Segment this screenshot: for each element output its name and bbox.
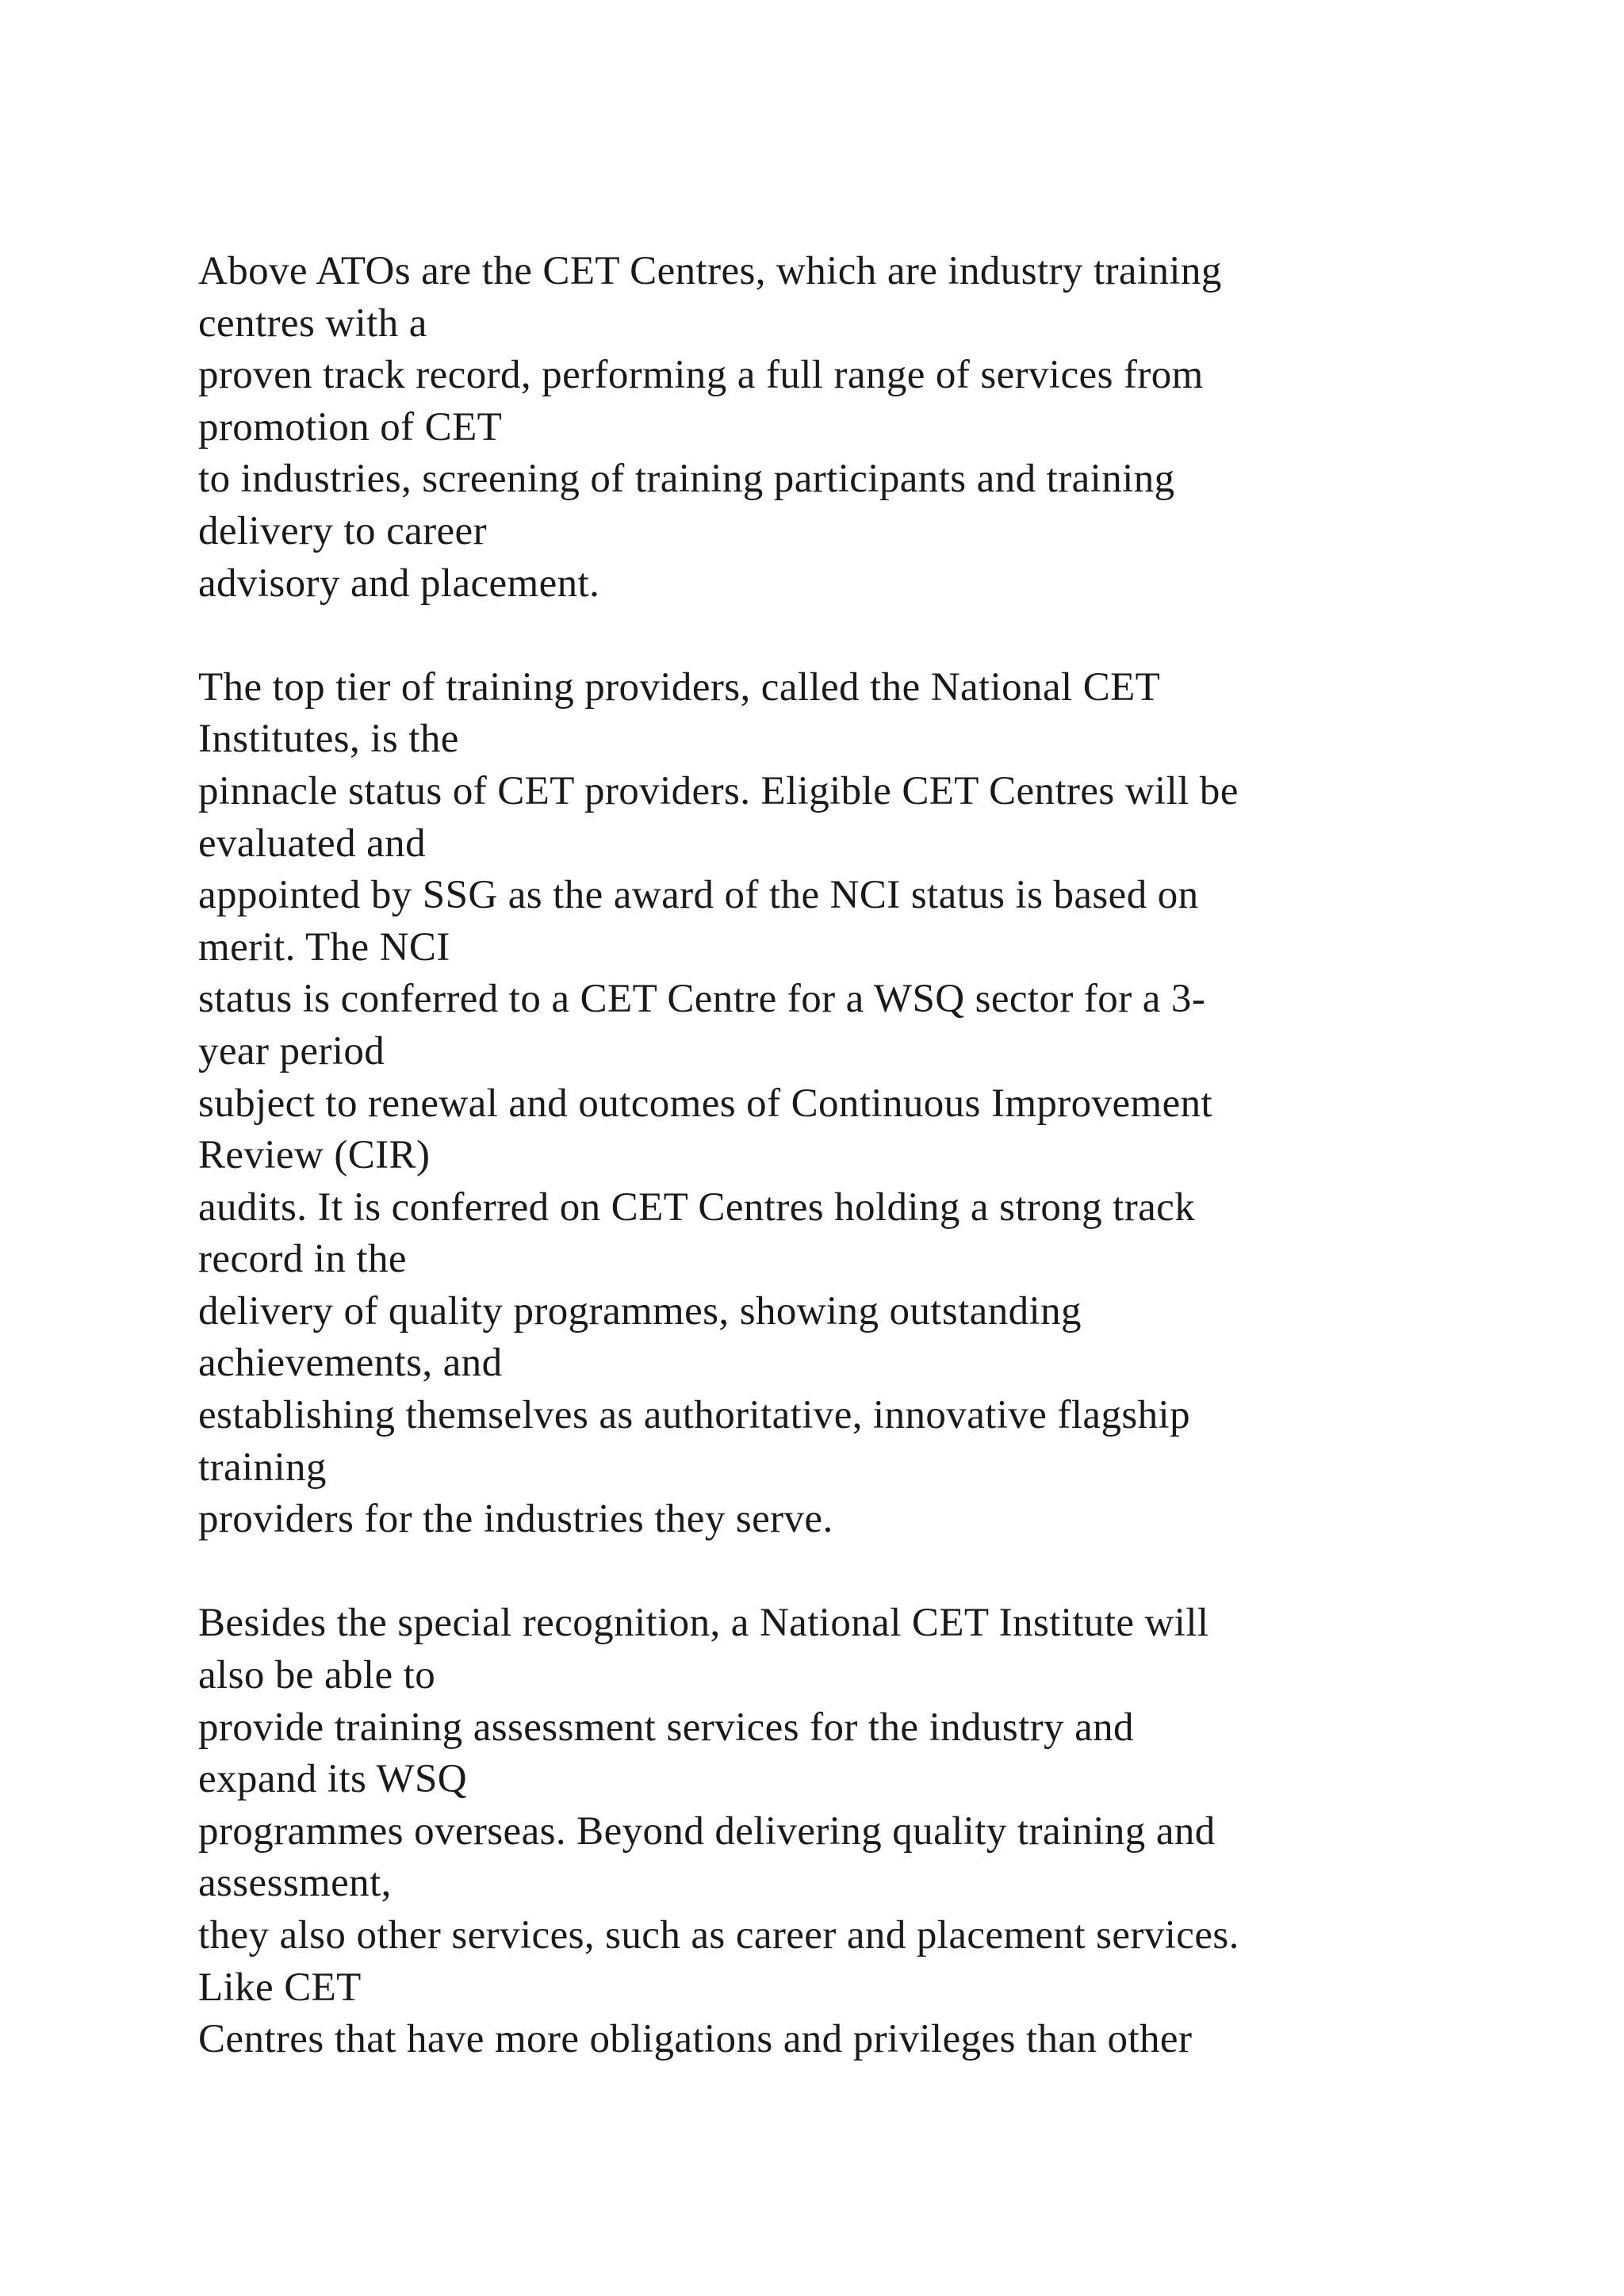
paragraph-spacer [198,610,1594,662]
text-line: Institutes, is the [198,717,459,762]
paragraph-national-cet-institutes [198,662,1594,1546]
text-line: programmes overseas. Beyond delivering quality training and [198,1808,1216,1854]
text-line: year period [198,1028,385,1073]
text-line: achievements, and [198,1341,503,1386]
text-line: provide training assessment services for the industry and [198,1705,1134,1750]
text-line: expand its WSQ [198,1757,467,1802]
text-line: The top tier of training providers, called the National CET [198,664,1161,710]
text-line: delivery of quality programmes, showing outstanding [198,1288,1082,1334]
text-line: proven track record, performing a full range of services from [198,353,1204,398]
text-line: assessment, [198,1861,392,1906]
text-line: pinnacle status of CET providers. Eligible CET Centres will be [198,768,1239,813]
text-line: subject to renewal and outcomes of Continuous Improvement [198,1081,1213,1126]
text-line: status is conferred to a CET Centre for a WSQ sector for a 3- [198,977,1206,1022]
text-line: record in the [198,1237,407,1282]
text-line: Above ATOs are the CET Centres, which are industry training [198,249,1222,293]
text-line: Besides the special recognition, a National CET Institute will [198,1601,1209,1646]
paragraph-cet-centres [198,246,1594,610]
text-line: Review (CIR) [198,1133,431,1178]
text-line: also be able to [198,1653,436,1698]
text-line: audits. It is conferred on CET Centres holding a strong track [198,1184,1196,1230]
text-line: training [198,1445,327,1490]
paragraph-special-recognition [198,1598,1594,2065]
text-line: appointed by SSG as the award of the NCI status is based on [198,873,1199,918]
text-line: to industries, screening of training participants and training [198,457,1175,502]
text-line: establishing themselves as authoritative, innovative flagship [198,1393,1190,1438]
text-line: providers for the industries they serve. [198,1497,833,1542]
text-line: centres with a [198,300,427,346]
text-line: merit. The NCI [198,924,450,970]
text-line: promotion of CET [198,404,503,450]
text-line: Centres that have more obligations and privileges than other [198,2017,1193,2062]
text-line: evaluated and [198,821,426,866]
document-body [198,246,1594,2066]
text-line: advisory and placement. [198,561,600,606]
text-line: delivery to career [198,508,487,553]
paragraph-spacer [198,1546,1594,1598]
text-line: they also other services, such as career and placement services. [198,1913,1239,1957]
text-line: Like CET [198,1965,362,2010]
